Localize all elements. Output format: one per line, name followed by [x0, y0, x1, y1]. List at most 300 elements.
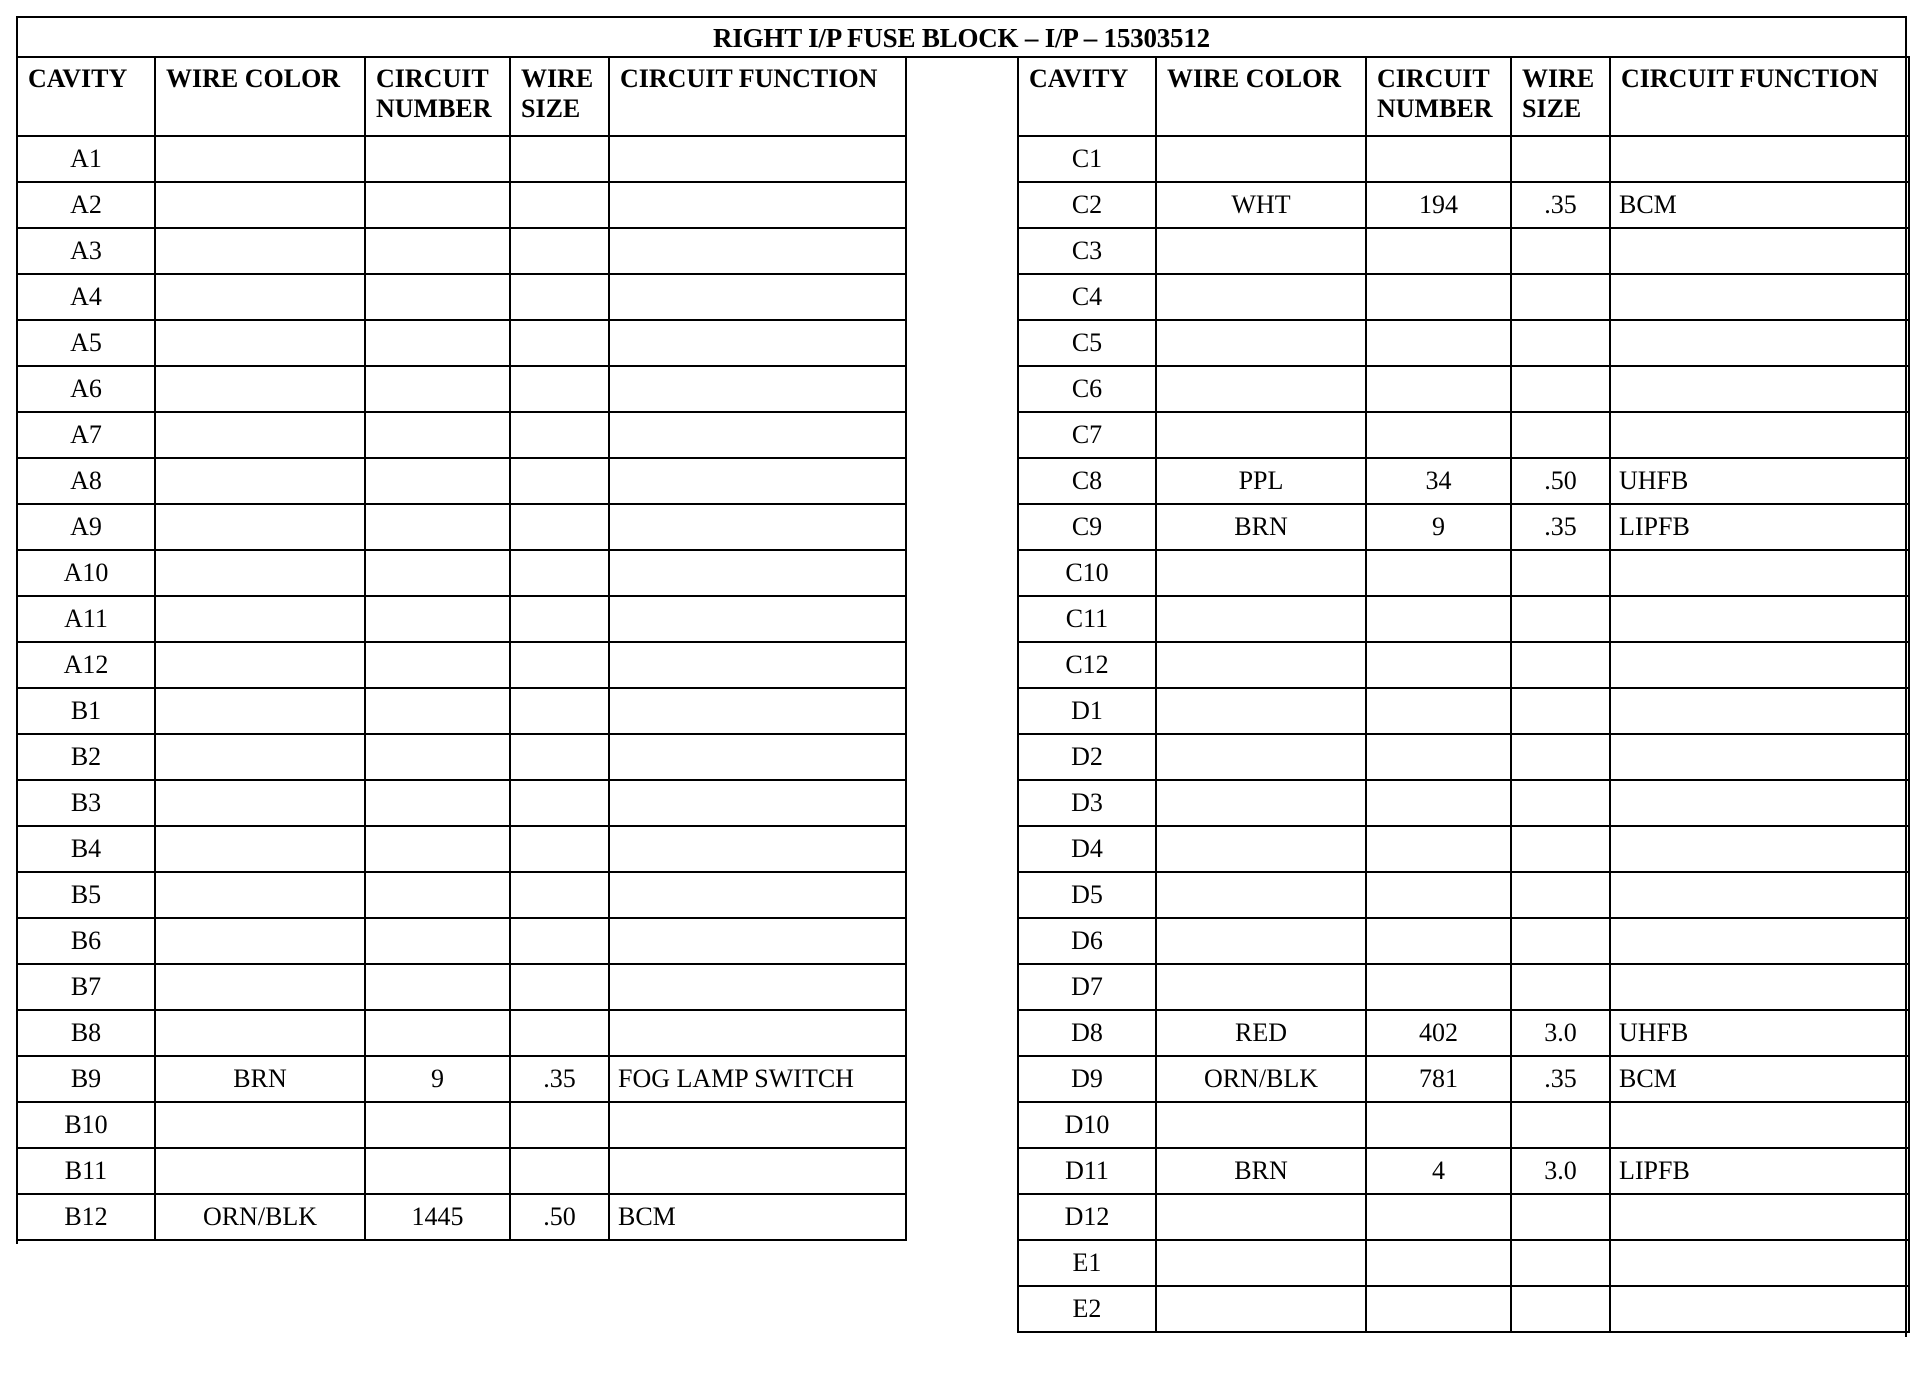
cell-circuit-function	[1610, 596, 1909, 642]
cell-circuit-number	[1366, 1102, 1511, 1148]
table-row	[17, 458, 906, 504]
cell-cavity: C4	[1018, 274, 1156, 320]
cell-circuit-function	[609, 274, 906, 320]
cell-cavity: B5	[17, 872, 155, 918]
cell-circuit-number: 402	[1366, 1010, 1511, 1056]
cell-circuit-function: UHFB	[1610, 1010, 1909, 1056]
cell-circuit-function	[609, 780, 906, 826]
cell-circuit-function	[1610, 1240, 1909, 1286]
header-circuit-number	[1366, 57, 1511, 136]
table-row	[1018, 1010, 1909, 1056]
cell-wire-color	[155, 458, 365, 504]
cell-circuit-function	[1610, 872, 1909, 918]
cell-wire-color	[155, 504, 365, 550]
right-table-body	[1018, 136, 1909, 1332]
table-row	[17, 642, 906, 688]
cell-cavity: C12	[1018, 642, 1156, 688]
cell-wire-color	[1156, 1240, 1366, 1286]
table-row	[17, 1056, 906, 1102]
cell-wire-size: 3.0	[1511, 1148, 1610, 1194]
cell-wire-color: BRN	[1156, 1148, 1366, 1194]
cell-wire-size	[510, 780, 609, 826]
cell-circuit-function	[609, 182, 906, 228]
table-row	[1018, 136, 1909, 182]
cell-wire-size	[1511, 642, 1610, 688]
cell-circuit-function: BCM	[1610, 1056, 1909, 1102]
cell-wire-color	[1156, 780, 1366, 826]
cell-cavity: B1	[17, 688, 155, 734]
cell-wire-color	[1156, 964, 1366, 1010]
cell-circuit-function	[1610, 366, 1909, 412]
cell-wire-color	[155, 1010, 365, 1056]
cell-circuit-function	[1610, 826, 1909, 872]
cell-wire-size	[1511, 780, 1610, 826]
cell-wire-size	[510, 550, 609, 596]
cell-circuit-function	[609, 734, 906, 780]
cell-circuit-function	[609, 1148, 906, 1194]
cell-wire-size	[1511, 412, 1610, 458]
right-cavity-table	[1017, 56, 1910, 1333]
cell-wire-color	[155, 366, 365, 412]
cell-circuit-function	[609, 642, 906, 688]
cell-wire-color	[155, 274, 365, 320]
table-row	[1018, 734, 1909, 780]
cell-wire-color	[1156, 826, 1366, 872]
table-row	[1018, 780, 1909, 826]
cell-wire-size	[510, 688, 609, 734]
cell-wire-size	[510, 274, 609, 320]
cell-cavity: A1	[17, 136, 155, 182]
cell-wire-color	[155, 1148, 365, 1194]
cell-cavity: A4	[17, 274, 155, 320]
cell-wire-size	[1511, 826, 1610, 872]
cell-circuit-number: 194	[1366, 182, 1511, 228]
cell-wire-color	[155, 320, 365, 366]
cell-wire-size	[510, 964, 609, 1010]
cell-circuit-function	[609, 918, 906, 964]
cell-circuit-number	[365, 688, 510, 734]
cell-wire-color	[155, 642, 365, 688]
cell-wire-size	[1511, 320, 1610, 366]
cell-cavity: B4	[17, 826, 155, 872]
cell-circuit-function	[1610, 780, 1909, 826]
cell-circuit-function	[609, 228, 906, 274]
table-row	[1018, 1102, 1909, 1148]
table-row	[1018, 1240, 1909, 1286]
cell-wire-size	[1511, 688, 1610, 734]
document-page	[16, 16, 1911, 1341]
cell-cavity: D3	[1018, 780, 1156, 826]
cell-cavity: B9	[17, 1056, 155, 1102]
cell-wire-color	[1156, 274, 1366, 320]
cell-wire-size	[1511, 872, 1610, 918]
table-row	[1018, 550, 1909, 596]
cell-wire-color: PPL	[1156, 458, 1366, 504]
cell-circuit-number: 781	[1366, 1056, 1511, 1102]
cell-circuit-function	[1610, 688, 1909, 734]
table-row	[1018, 412, 1909, 458]
header-circuit-function: CIRCUIT FUNCTION	[1610, 57, 1909, 136]
table-row	[17, 964, 906, 1010]
table-header-row	[17, 57, 906, 136]
cell-circuit-number	[365, 550, 510, 596]
cell-circuit-number	[365, 918, 510, 964]
cell-wire-color	[1156, 228, 1366, 274]
cell-wire-color	[155, 918, 365, 964]
cell-wire-size	[510, 458, 609, 504]
cell-cavity: B12	[17, 1194, 155, 1240]
cell-wire-size	[510, 918, 609, 964]
cell-circuit-number	[365, 1010, 510, 1056]
header-wire-size-line2: SIZE	[1522, 94, 1582, 123]
header-circuit-number-line1: CIRCUIT	[376, 64, 489, 93]
header-circuit-number-line2: NUMBER	[1377, 94, 1493, 123]
cell-cavity: B7	[17, 964, 155, 1010]
cell-circuit-function	[1610, 550, 1909, 596]
cell-cavity: B8	[17, 1010, 155, 1056]
cell-circuit-number	[1366, 596, 1511, 642]
cell-circuit-number: 34	[1366, 458, 1511, 504]
cell-wire-size: .35	[1511, 1056, 1610, 1102]
cell-circuit-function	[609, 366, 906, 412]
cell-wire-color	[1156, 734, 1366, 780]
cell-circuit-number	[365, 642, 510, 688]
cell-circuit-number	[1366, 274, 1511, 320]
cell-circuit-function: UHFB	[1610, 458, 1909, 504]
cell-circuit-function	[1610, 274, 1909, 320]
table-row	[17, 550, 906, 596]
table-row	[17, 918, 906, 964]
table-row	[1018, 320, 1909, 366]
cell-circuit-number	[365, 780, 510, 826]
cell-circuit-function	[609, 412, 906, 458]
table-row	[1018, 642, 1909, 688]
cell-wire-color	[155, 780, 365, 826]
cell-circuit-function: LIPFB	[1610, 504, 1909, 550]
cell-cavity: A5	[17, 320, 155, 366]
cell-circuit-number	[1366, 964, 1511, 1010]
cell-wire-size	[510, 1148, 609, 1194]
cell-circuit-number	[1366, 228, 1511, 274]
cell-wire-size	[1511, 274, 1610, 320]
table-row	[1018, 366, 1909, 412]
cell-wire-color: RED	[1156, 1010, 1366, 1056]
cell-circuit-number	[365, 872, 510, 918]
header-wire-size-line1: WIRE	[1522, 64, 1595, 93]
table-row	[1018, 504, 1909, 550]
cell-cavity: D9	[1018, 1056, 1156, 1102]
table-row	[17, 274, 906, 320]
cell-wire-size	[1511, 734, 1610, 780]
cell-wire-color	[155, 182, 365, 228]
cell-circuit-number	[1366, 918, 1511, 964]
cell-wire-color	[1156, 1286, 1366, 1332]
cell-cavity: B3	[17, 780, 155, 826]
cell-wire-color: WHT	[1156, 182, 1366, 228]
header-wire-size-line1: WIRE	[521, 64, 594, 93]
cell-circuit-function	[609, 596, 906, 642]
table-row	[1018, 1194, 1909, 1240]
cell-circuit-number	[365, 274, 510, 320]
cell-cavity: A3	[17, 228, 155, 274]
cell-wire-color	[1156, 1102, 1366, 1148]
cell-circuit-number	[365, 734, 510, 780]
header-wire-size-line2: SIZE	[521, 94, 581, 123]
header-cavity: CAVITY	[1018, 57, 1156, 136]
cell-wire-color	[1156, 550, 1366, 596]
cell-cavity: D11	[1018, 1148, 1156, 1194]
cell-circuit-function	[1610, 228, 1909, 274]
cell-circuit-number	[1366, 1240, 1511, 1286]
table-row	[1018, 826, 1909, 872]
table-row	[1018, 274, 1909, 320]
cell-wire-color	[1156, 642, 1366, 688]
cell-cavity: C7	[1018, 412, 1156, 458]
cell-circuit-number	[1366, 734, 1511, 780]
table-row	[17, 504, 906, 550]
cell-wire-size	[510, 412, 609, 458]
cell-wire-size	[510, 1010, 609, 1056]
cell-circuit-function	[609, 458, 906, 504]
cell-circuit-number	[1366, 1194, 1511, 1240]
cell-circuit-number	[1366, 1286, 1511, 1332]
header-cavity: CAVITY	[17, 57, 155, 136]
cell-circuit-function	[609, 136, 906, 182]
cell-circuit-number	[365, 228, 510, 274]
cell-circuit-function	[609, 1010, 906, 1056]
cell-cavity: D1	[1018, 688, 1156, 734]
cell-wire-color	[155, 688, 365, 734]
cell-circuit-number	[365, 826, 510, 872]
cell-cavity: C9	[1018, 504, 1156, 550]
table-row	[1018, 688, 1909, 734]
cell-circuit-number	[365, 366, 510, 412]
table-row	[17, 596, 906, 642]
cell-circuit-function	[609, 826, 906, 872]
cell-wire-color	[155, 826, 365, 872]
table-row	[1018, 918, 1909, 964]
cell-wire-size	[510, 734, 609, 780]
cell-circuit-function	[1610, 964, 1909, 1010]
header-wire-color: WIRE COLOR	[1156, 57, 1366, 136]
cell-wire-color	[1156, 366, 1366, 412]
table-row	[17, 1010, 906, 1056]
cell-cavity: A8	[17, 458, 155, 504]
cell-cavity: A12	[17, 642, 155, 688]
table-row	[1018, 872, 1909, 918]
cell-wire-color	[1156, 136, 1366, 182]
cell-circuit-number	[1366, 688, 1511, 734]
cell-wire-color	[1156, 918, 1366, 964]
cell-wire-size	[1511, 136, 1610, 182]
cell-wire-size	[510, 826, 609, 872]
header-circuit-number-line2: NUMBER	[376, 94, 492, 123]
cell-cavity: C11	[1018, 596, 1156, 642]
cell-circuit-function: BCM	[1610, 182, 1909, 228]
cell-wire-color	[1156, 412, 1366, 458]
table-row	[1018, 228, 1909, 274]
table-row	[1018, 1286, 1909, 1332]
cell-cavity: D4	[1018, 826, 1156, 872]
cell-circuit-number	[365, 458, 510, 504]
cell-circuit-number	[1366, 826, 1511, 872]
cell-circuit-function: FOG LAMP SWITCH	[609, 1056, 906, 1102]
cell-wire-color	[1156, 688, 1366, 734]
header-circuit-number-line1: CIRCUIT	[1377, 64, 1490, 93]
cell-cavity: B10	[17, 1102, 155, 1148]
cell-circuit-function	[1610, 918, 1909, 964]
cell-wire-size	[1511, 1194, 1610, 1240]
cell-circuit-function: LIPFB	[1610, 1148, 1909, 1194]
cell-wire-size	[510, 642, 609, 688]
table-row	[1018, 182, 1909, 228]
cell-circuit-function	[1610, 1194, 1909, 1240]
cell-wire-size	[510, 228, 609, 274]
cell-circuit-number	[365, 504, 510, 550]
cell-wire-color	[155, 412, 365, 458]
cell-wire-size	[510, 182, 609, 228]
cell-circuit-function	[1610, 642, 1909, 688]
cell-cavity: D5	[1018, 872, 1156, 918]
cell-cavity: A7	[17, 412, 155, 458]
cell-circuit-function	[609, 872, 906, 918]
cell-cavity: C6	[1018, 366, 1156, 412]
cell-wire-size	[510, 1102, 609, 1148]
table-row	[17, 366, 906, 412]
cell-cavity: A11	[17, 596, 155, 642]
table-row	[17, 1148, 906, 1194]
table-row	[1018, 964, 1909, 1010]
cell-circuit-number: 9	[365, 1056, 510, 1102]
cell-wire-size	[1511, 550, 1610, 596]
cell-cavity: A10	[17, 550, 155, 596]
cell-cavity: D2	[1018, 734, 1156, 780]
table-row	[17, 136, 906, 182]
cell-wire-color	[1156, 1194, 1366, 1240]
header-wire-size	[510, 57, 609, 136]
cell-circuit-function	[609, 550, 906, 596]
cell-wire-color: ORN/BLK	[155, 1194, 365, 1240]
cell-cavity: E1	[1018, 1240, 1156, 1286]
cell-circuit-number	[1366, 412, 1511, 458]
cell-circuit-number	[365, 1148, 510, 1194]
header-circuit-number	[365, 57, 510, 136]
cell-wire-size: .35	[510, 1056, 609, 1102]
table-row	[17, 872, 906, 918]
cell-cavity: B6	[17, 918, 155, 964]
cell-wire-color	[155, 596, 365, 642]
table-row	[17, 320, 906, 366]
cell-circuit-number	[365, 596, 510, 642]
cell-circuit-function	[609, 1102, 906, 1148]
cell-circuit-number: 9	[1366, 504, 1511, 550]
cell-wire-size	[1511, 964, 1610, 1010]
cell-circuit-number	[365, 320, 510, 366]
cell-wire-color	[155, 228, 365, 274]
table-row	[17, 1194, 906, 1240]
cell-wire-size: .50	[1511, 458, 1610, 504]
table-row	[17, 826, 906, 872]
cell-circuit-function	[1610, 734, 1909, 780]
cell-cavity: C10	[1018, 550, 1156, 596]
cell-wire-size	[1511, 596, 1610, 642]
cell-wire-size	[510, 872, 609, 918]
cell-cavity: B2	[17, 734, 155, 780]
cell-circuit-number	[1366, 320, 1511, 366]
cell-wire-size: .35	[1511, 504, 1610, 550]
table-row	[17, 734, 906, 780]
cell-circuit-number	[365, 1102, 510, 1148]
cell-cavity: C8	[1018, 458, 1156, 504]
cell-circuit-number	[1366, 642, 1511, 688]
cell-circuit-function	[609, 964, 906, 1010]
cell-wire-color	[155, 734, 365, 780]
cell-cavity: B11	[17, 1148, 155, 1194]
cell-cavity: A9	[17, 504, 155, 550]
cell-wire-color	[155, 550, 365, 596]
cell-circuit-number	[1366, 550, 1511, 596]
cell-circuit-function	[1610, 320, 1909, 366]
cell-cavity: D8	[1018, 1010, 1156, 1056]
cell-wire-color	[1156, 872, 1366, 918]
left-cavity-table	[16, 56, 907, 1241]
cell-wire-size	[510, 596, 609, 642]
cell-cavity: C2	[1018, 182, 1156, 228]
cell-wire-color	[155, 964, 365, 1010]
cell-cavity: D12	[1018, 1194, 1156, 1240]
table-row	[1018, 1148, 1909, 1194]
cell-wire-color	[1156, 596, 1366, 642]
cell-circuit-function	[1610, 136, 1909, 182]
cell-wire-size	[1511, 366, 1610, 412]
cell-circuit-number	[1366, 780, 1511, 826]
cell-cavity: D10	[1018, 1102, 1156, 1148]
cell-wire-color	[1156, 320, 1366, 366]
header-circuit-function: CIRCUIT FUNCTION	[609, 57, 906, 136]
cell-wire-size	[510, 504, 609, 550]
table-row	[1018, 596, 1909, 642]
table-row	[17, 1102, 906, 1148]
cell-wire-color: ORN/BLK	[1156, 1056, 1366, 1102]
table-row	[17, 228, 906, 274]
cell-circuit-function	[609, 504, 906, 550]
cell-circuit-function	[1610, 1102, 1909, 1148]
cell-wire-size: .50	[510, 1194, 609, 1240]
cell-circuit-number	[365, 412, 510, 458]
cell-cavity: A6	[17, 366, 155, 412]
table-row	[17, 182, 906, 228]
cell-circuit-number	[365, 182, 510, 228]
cell-cavity: E2	[1018, 1286, 1156, 1332]
table-row	[17, 412, 906, 458]
page-title: RIGHT I/P FUSE BLOCK – I/P – 15303512	[16, 16, 1907, 58]
cell-wire-color	[155, 136, 365, 182]
cell-wire-size: .35	[1511, 182, 1610, 228]
cell-circuit-number	[1366, 366, 1511, 412]
cell-wire-size: 3.0	[1511, 1010, 1610, 1056]
cell-circuit-number: 4	[1366, 1148, 1511, 1194]
cell-wire-size	[1511, 1102, 1610, 1148]
header-wire-color: WIRE COLOR	[155, 57, 365, 136]
table-row	[1018, 458, 1909, 504]
cell-circuit-function	[609, 688, 906, 734]
left-table-body	[17, 136, 906, 1240]
cell-wire-color: BRN	[1156, 504, 1366, 550]
cell-wire-color	[155, 1102, 365, 1148]
cell-wire-size	[1511, 1286, 1610, 1332]
cell-wire-size	[1511, 1240, 1610, 1286]
cell-circuit-number: 1445	[365, 1194, 510, 1240]
